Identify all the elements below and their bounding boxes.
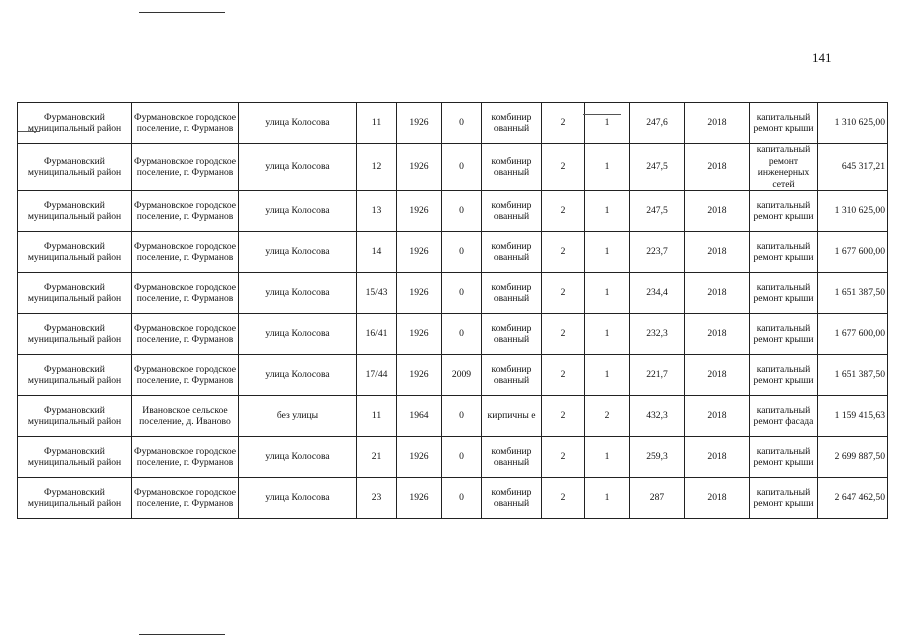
cell-cost: 2 647 462,50 — [818, 478, 888, 519]
cell-reconstruction-year: 0 — [442, 144, 482, 191]
cell-work: капитальный ремонт крыши — [750, 103, 818, 144]
cell-work: капитальный ремонт крыши — [750, 437, 818, 478]
table-row — [18, 478, 888, 519]
cell-year: 1926 — [397, 144, 442, 191]
cell-material: комбинир ованный — [482, 478, 542, 519]
cell-street: без улицы — [239, 396, 357, 437]
cell-settlement: Фурмановское городское поселение, г. Фурманов — [132, 144, 239, 191]
cell-work: капитальный ремонт крыши — [750, 191, 818, 232]
cell-settlement: Фурмановское городское поселение, г. Фурманов — [132, 103, 239, 144]
cell-entrances: 1 — [585, 232, 630, 273]
cell-entrances: 1 — [585, 191, 630, 232]
cell-area: 247,5 — [630, 144, 685, 191]
table-row — [18, 191, 888, 232]
cell-area: 234,4 — [630, 273, 685, 314]
cell-entrances: 1 — [585, 273, 630, 314]
cell-cost: 1 159 415,63 — [818, 396, 888, 437]
top-rule — [139, 12, 225, 13]
cell-area: 247,5 — [630, 191, 685, 232]
cell-street: улица Колосова — [239, 232, 357, 273]
cell-plan-year: 2018 — [685, 273, 750, 314]
cell-district: Фурмановский муниципальный район — [18, 103, 132, 144]
cell-cost: 1 651 387,50 — [818, 355, 888, 396]
cell-material: комбинир ованный — [482, 144, 542, 191]
table-row — [18, 396, 888, 437]
cell-street: улица Колосова — [239, 314, 357, 355]
cell-area: 287 — [630, 478, 685, 519]
cell-settlement: Фурмановское городское поселение, г. Фурманов — [132, 478, 239, 519]
cell-material: кирпичны е — [482, 396, 542, 437]
page-number: 141 — [812, 50, 832, 65]
cell-district: Фурмановский муниципальный район — [18, 355, 132, 396]
cell-floors: 2 — [542, 355, 585, 396]
cell-district: Фурмановский муниципальный район — [18, 144, 132, 191]
cell-work: капитальный ремонт крыши — [750, 232, 818, 273]
table-row — [18, 437, 888, 478]
cell-district: Фурмановский муниципальный район — [18, 232, 132, 273]
cell-district: Фурмановский муниципальный район — [18, 273, 132, 314]
cell-area: 432,3 — [630, 396, 685, 437]
cell-work: капитальный ремонт крыши — [750, 355, 818, 396]
cell-cost: 1 677 600,00 — [818, 232, 888, 273]
cell-entrances: 1 — [585, 478, 630, 519]
cell-year: 1964 — [397, 396, 442, 437]
margin-stroke — [583, 114, 621, 115]
cell-plan-year: 2018 — [685, 314, 750, 355]
cell-entrances: 1 — [585, 355, 630, 396]
cell-street: улица Колосова — [239, 355, 357, 396]
table-row — [18, 273, 888, 314]
cell-material: комбинир ованный — [482, 437, 542, 478]
cell-area: 259,3 — [630, 437, 685, 478]
cell-house: 16/41 — [357, 314, 397, 355]
cell-floors: 2 — [542, 437, 585, 478]
cell-house: 13 — [357, 191, 397, 232]
cell-area: 247,6 — [630, 103, 685, 144]
cell-area: 223,7 — [630, 232, 685, 273]
cell-reconstruction-year: 0 — [442, 437, 482, 478]
cell-district: Фурмановский муниципальный район — [18, 314, 132, 355]
cell-cost: 1 310 625,00 — [818, 191, 888, 232]
cell-house: 15/43 — [357, 273, 397, 314]
table-row — [18, 144, 888, 191]
cell-district: Фурмановский муниципальный район — [18, 437, 132, 478]
cell-cost: 1 310 625,00 — [818, 103, 888, 144]
cell-cost: 1 677 600,00 — [818, 314, 888, 355]
cell-work: капитальный ремонт крыши — [750, 314, 818, 355]
cell-district: Фурмановский муниципальный район — [18, 478, 132, 519]
cell-floors: 2 — [542, 191, 585, 232]
cell-settlement: Фурмановское городское поселение, г. Фурманов — [132, 191, 239, 232]
cell-house: 11 — [357, 396, 397, 437]
cell-year: 1926 — [397, 355, 442, 396]
cell-year: 1926 — [397, 273, 442, 314]
cell-street: улица Колосова — [239, 437, 357, 478]
cell-year: 1926 — [397, 232, 442, 273]
cell-work: капитальный ремонт инженерных сетей — [750, 144, 818, 191]
cell-settlement: Фурмановское городское поселение, г. Фурманов — [132, 355, 239, 396]
cell-year: 1926 — [397, 478, 442, 519]
cell-area: 232,3 — [630, 314, 685, 355]
cell-cost: 645 317,21 — [818, 144, 888, 191]
cell-cost: 2 699 887,50 — [818, 437, 888, 478]
cell-area: 221,7 — [630, 355, 685, 396]
cell-year: 1926 — [397, 103, 442, 144]
cell-reconstruction-year: 0 — [442, 103, 482, 144]
repair-program-table — [17, 102, 888, 519]
margin-stroke — [18, 131, 40, 132]
cell-entrances: 2 — [585, 396, 630, 437]
cell-reconstruction-year: 0 — [442, 396, 482, 437]
cell-plan-year: 2018 — [685, 191, 750, 232]
cell-house: 12 — [357, 144, 397, 191]
bottom-rule — [139, 634, 225, 635]
cell-cost: 1 651 387,50 — [818, 273, 888, 314]
cell-street: улица Колосова — [239, 144, 357, 191]
cell-house: 21 — [357, 437, 397, 478]
cell-street: улица Колосова — [239, 273, 357, 314]
cell-material: комбинир ованный — [482, 232, 542, 273]
cell-street: улица Колосова — [239, 191, 357, 232]
cell-house: 23 — [357, 478, 397, 519]
cell-material: комбинир ованный — [482, 103, 542, 144]
cell-work: капитальный ремонт фасада — [750, 396, 818, 437]
cell-district: Фурмановский муниципальный район — [18, 191, 132, 232]
cell-street: улица Колосова — [239, 478, 357, 519]
table-row — [18, 232, 888, 273]
cell-house: 11 — [357, 103, 397, 144]
cell-reconstruction-year: 2009 — [442, 355, 482, 396]
cell-reconstruction-year: 0 — [442, 191, 482, 232]
table-row — [18, 355, 888, 396]
cell-material: комбинир ованный — [482, 191, 542, 232]
cell-year: 1926 — [397, 314, 442, 355]
cell-year: 1926 — [397, 191, 442, 232]
cell-house: 17/44 — [357, 355, 397, 396]
cell-work: капитальный ремонт крыши — [750, 273, 818, 314]
cell-district: Фурмановский муниципальный район — [18, 396, 132, 437]
cell-settlement: Фурмановское городское поселение, г. Фурманов — [132, 273, 239, 314]
cell-plan-year: 2018 — [685, 437, 750, 478]
cell-plan-year: 2018 — [685, 355, 750, 396]
cell-settlement: Фурмановское городское поселение, г. Фурманов — [132, 437, 239, 478]
cell-settlement: Фурмановское городское поселение, г. Фурманов — [132, 314, 239, 355]
cell-settlement: Фурмановское городское поселение, г. Фурманов — [132, 232, 239, 273]
cell-material: комбинир ованный — [482, 355, 542, 396]
table-row — [18, 103, 888, 144]
cell-plan-year: 2018 — [685, 232, 750, 273]
cell-year: 1926 — [397, 437, 442, 478]
cell-material: комбинир ованный — [482, 314, 542, 355]
cell-entrances: 1 — [585, 314, 630, 355]
cell-work: капитальный ремонт крыши — [750, 478, 818, 519]
cell-settlement: Ивановское сельское поселение, д. Иваново — [132, 396, 239, 437]
cell-entrances: 1 — [585, 437, 630, 478]
cell-plan-year: 2018 — [685, 396, 750, 437]
cell-house: 14 — [357, 232, 397, 273]
cell-reconstruction-year: 0 — [442, 232, 482, 273]
cell-plan-year: 2018 — [685, 144, 750, 191]
cell-street: улица Колосова — [239, 103, 357, 144]
cell-material: комбинир ованный — [482, 273, 542, 314]
cell-floors: 2 — [542, 103, 585, 144]
cell-floors: 2 — [542, 144, 585, 191]
table-row — [18, 314, 888, 355]
cell-floors: 2 — [542, 273, 585, 314]
cell-floors: 2 — [542, 314, 585, 355]
cell-reconstruction-year: 0 — [442, 314, 482, 355]
cell-entrances: 1 — [585, 144, 630, 191]
cell-plan-year: 2018 — [685, 103, 750, 144]
cell-reconstruction-year: 0 — [442, 273, 482, 314]
cell-plan-year: 2018 — [685, 478, 750, 519]
cell-reconstruction-year: 0 — [442, 478, 482, 519]
cell-entrances: 1 — [585, 103, 630, 144]
cell-floors: 2 — [542, 478, 585, 519]
cell-floors: 2 — [542, 396, 585, 437]
cell-floors: 2 — [542, 232, 585, 273]
